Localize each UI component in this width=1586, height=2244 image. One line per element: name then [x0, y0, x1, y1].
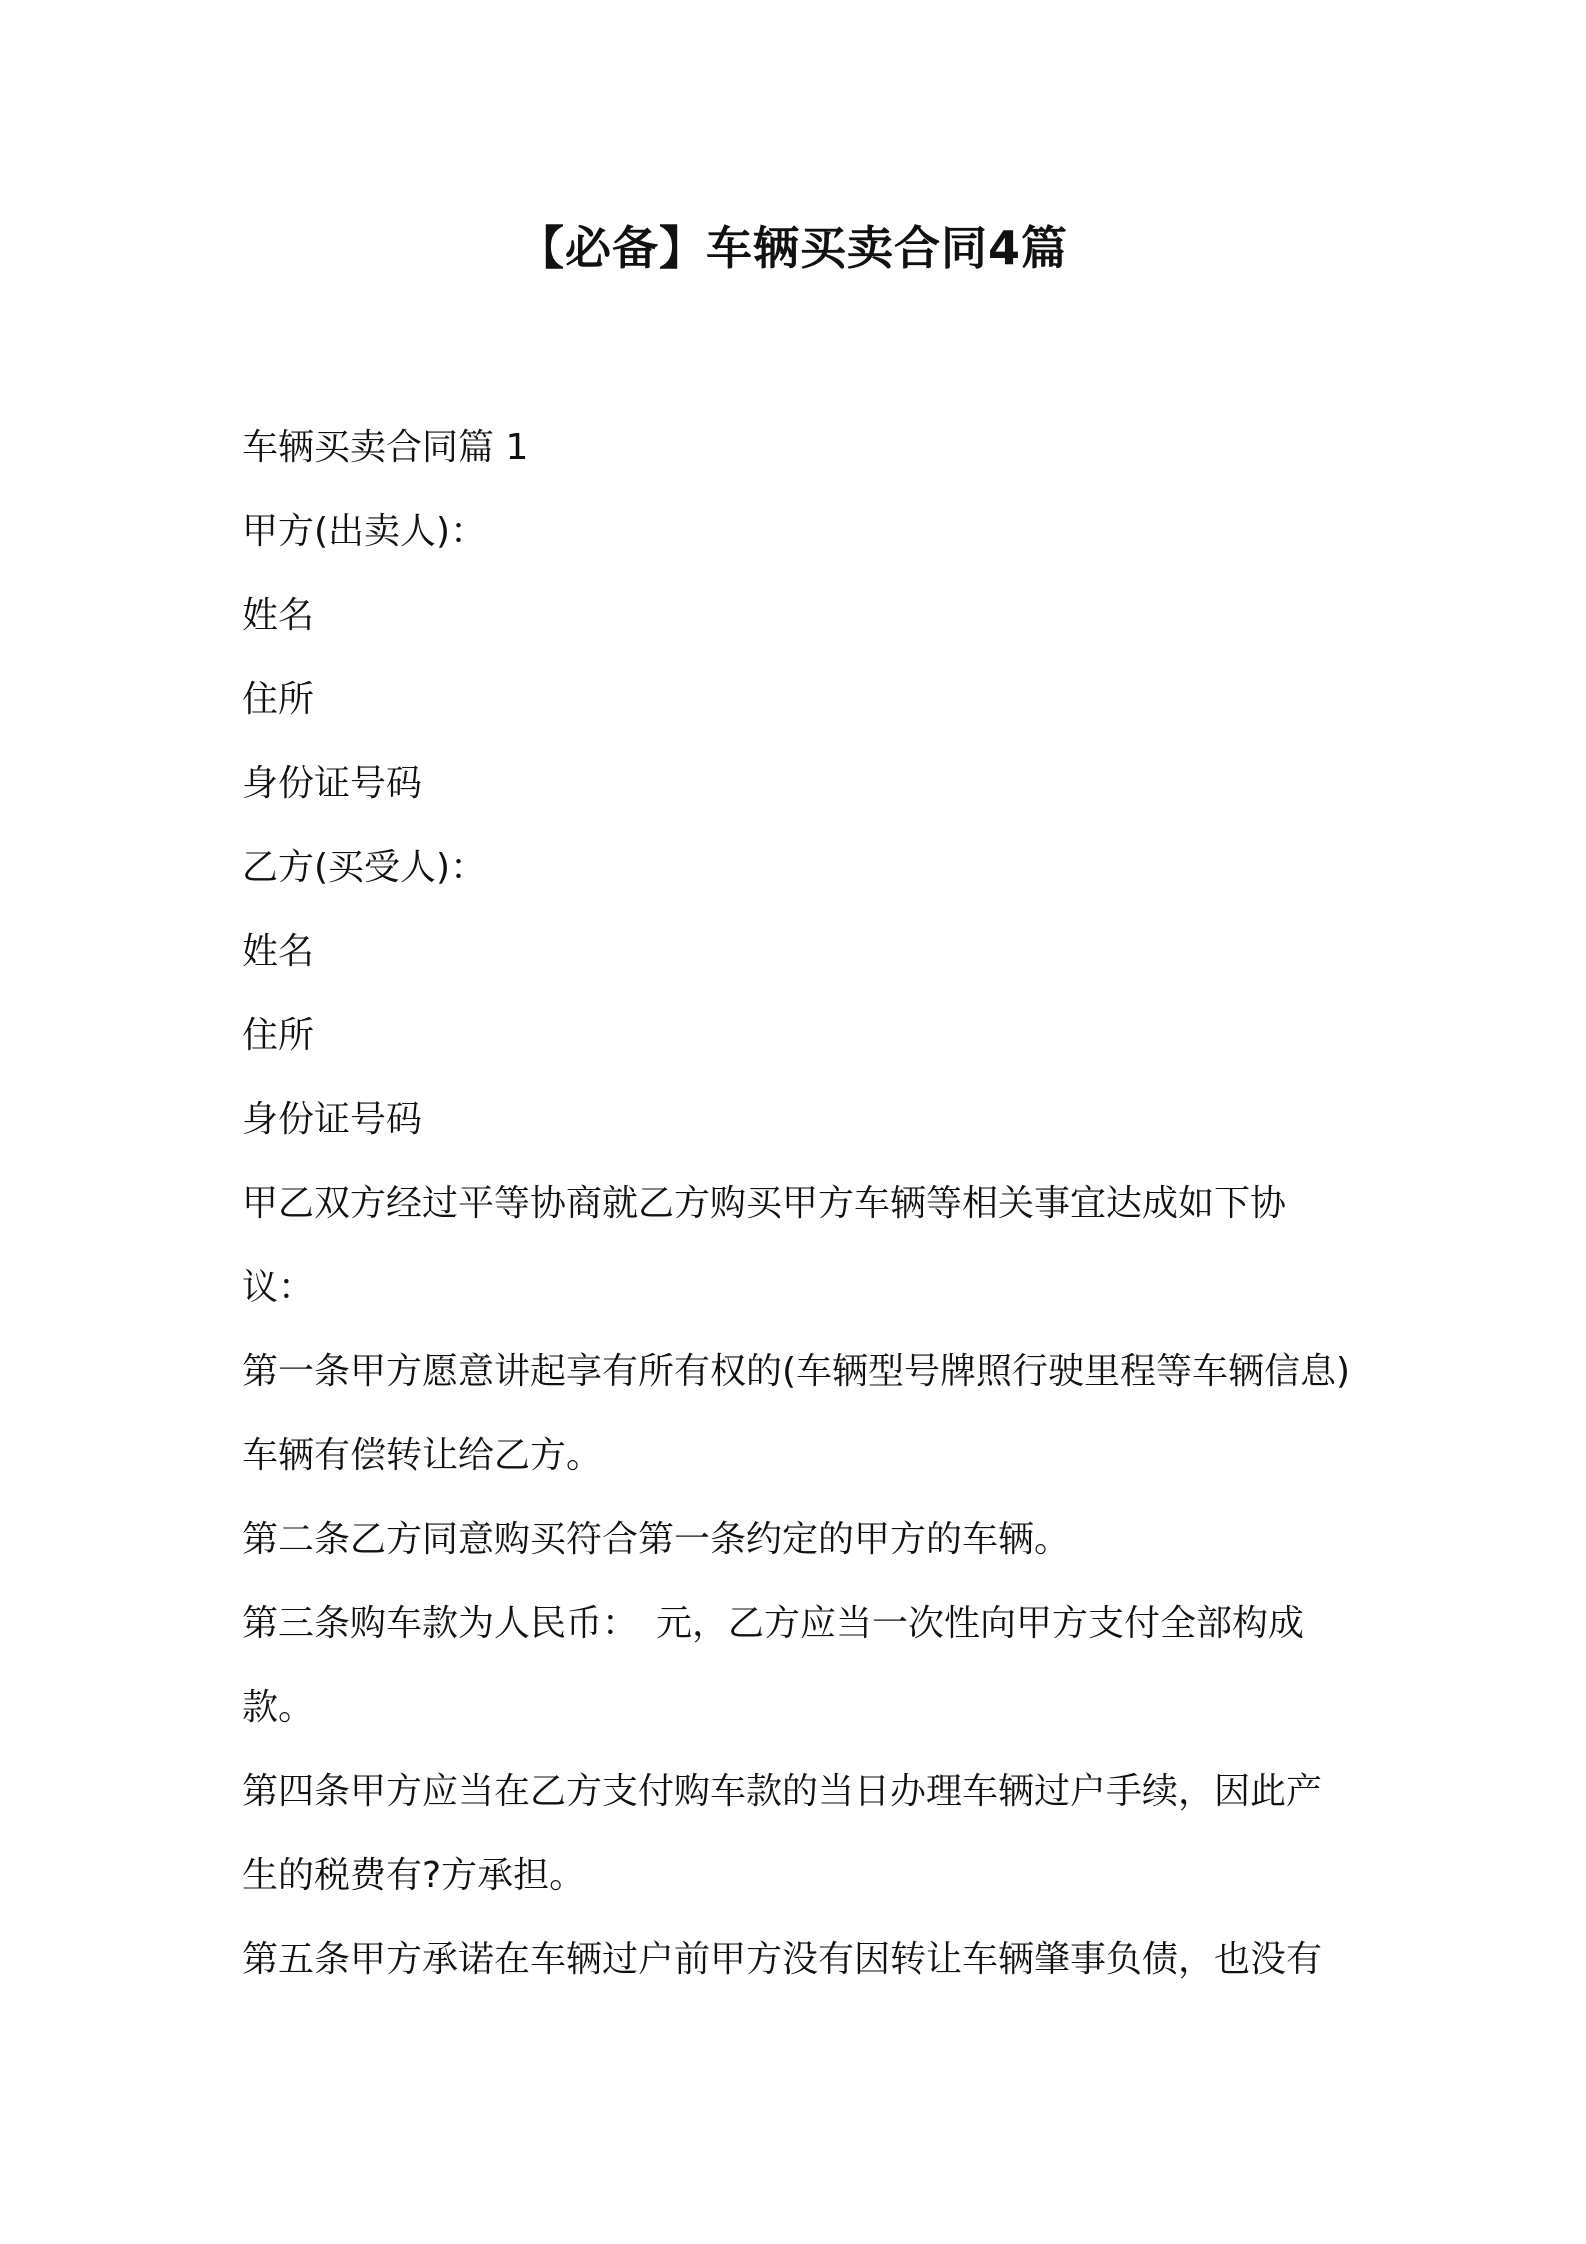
article-1: 第一条甲方愿意讲起享有所有权的(车辆型号牌照行驶里程等车辆信息)车辆有偿转让给乙方。	[242, 1351, 1351, 1476]
party-b-heading: 乙方(买受人)：	[242, 847, 487, 888]
article-5: 第五条甲方承诺在车辆过户前甲方没有因转让车辆肇事负债，也没有	[242, 1939, 1323, 1980]
party-a-heading: 甲方(出卖人)：	[242, 511, 487, 552]
document-body	[242, 406, 1352, 2002]
party-b-address-label: 住所	[242, 1015, 315, 1056]
document-title: 【必备】车辆买卖合同4篇	[517, 221, 1068, 275]
article-4: 第四条甲方应当在乙方支付购车款的当日办理车辆过户手续，因此产生的税费有?方承担。	[242, 1771, 1323, 1896]
section-heading: 车辆买卖合同篇 1	[242, 427, 529, 468]
party-b-name-label: 姓名	[242, 931, 315, 972]
party-a-id-label: 身份证号码	[242, 763, 423, 804]
article-2: 第二条乙方同意购买符合第一条约定的甲方的车辆。	[242, 1519, 1071, 1560]
party-a-address-label: 住所	[242, 679, 315, 720]
party-b-id-label: 身份证号码	[242, 1099, 423, 1140]
preamble-paragraph: 甲乙双方经过平等协商就乙方购买甲方车辆等相关事宜达成如下协议：	[242, 1183, 1287, 1308]
article-3: 第三条购车款为人民币： 元，乙方应当一次性向甲方支付全部构成款。	[242, 1603, 1305, 1728]
party-a-name-label: 姓名	[242, 595, 315, 636]
